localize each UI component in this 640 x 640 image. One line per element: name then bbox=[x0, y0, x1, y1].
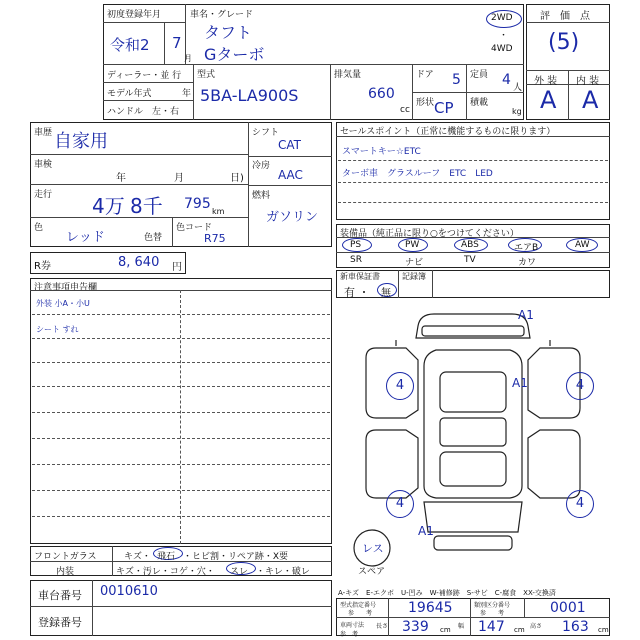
equip-leather: カワ bbox=[518, 258, 537, 268]
km-unit: km bbox=[212, 207, 225, 216]
inspect-label: 車検 bbox=[34, 160, 53, 170]
car-grade: Gターボ bbox=[204, 45, 265, 64]
month-unit: 月 bbox=[184, 54, 192, 63]
notes-title: 注意事項申告欄 bbox=[34, 283, 98, 293]
int-label: 内 装 bbox=[576, 76, 600, 87]
capacity-unit: 人 bbox=[513, 83, 523, 93]
note-line-2: シート すれ bbox=[36, 325, 79, 334]
width-label: 幅 bbox=[458, 623, 465, 630]
equip-abs: ABS bbox=[461, 240, 479, 250]
reg-era: 令和2 bbox=[110, 36, 150, 54]
fuel-label: 燃料 bbox=[252, 191, 271, 201]
mileage-man: 4万 bbox=[92, 194, 125, 218]
fuel: ガソリン bbox=[266, 210, 319, 225]
dimension-ref-label: 車両寸法 参 考 bbox=[340, 622, 365, 638]
equip-aw: AW bbox=[575, 240, 590, 250]
mileage-sen: 8千 bbox=[130, 194, 163, 218]
width-value: 147 bbox=[478, 619, 505, 635]
width-cm: cm bbox=[514, 626, 525, 634]
mileage-rest: 795 bbox=[184, 196, 211, 212]
shape: CP bbox=[434, 99, 454, 117]
capacity-label: 定員 bbox=[470, 70, 489, 80]
model-year-label: モデル年式 bbox=[107, 89, 152, 99]
drive-dot: ・ bbox=[499, 31, 509, 41]
equip-airbag: エアB bbox=[514, 243, 539, 253]
height-label: 高さ bbox=[530, 623, 543, 630]
warranty-label: 新車保証書 bbox=[340, 272, 380, 281]
note-line-1: 外装 小A・小U bbox=[36, 299, 90, 308]
category-sub: 参 考 bbox=[480, 610, 505, 617]
use-type-label: 車歴 bbox=[34, 128, 53, 138]
ext-label: 外 装 bbox=[534, 76, 558, 87]
model-code: 5BA-LA900S bbox=[200, 86, 299, 105]
designation-sub: 参 考 bbox=[348, 610, 373, 617]
ac-label: 冷房 bbox=[252, 161, 271, 171]
equipment-title: 装備品（純正品に限り○をつけてください） bbox=[340, 229, 519, 239]
tire-front-left: 4 bbox=[386, 372, 414, 400]
score-label: 評 価 点 bbox=[540, 11, 590, 22]
damage-legend: A-キズ E-エクボ U-凹み W-補修跡 S-サビ C-腐食 XX-交換済 bbox=[338, 589, 556, 597]
recycle-label: R券 bbox=[34, 261, 51, 272]
model-label: 型式 bbox=[197, 70, 216, 80]
recolor-label: 色替 bbox=[144, 233, 163, 243]
car-name-label: 車名・グレード bbox=[190, 10, 254, 20]
tire-rear-left: 4 bbox=[386, 490, 414, 518]
cc-unit: cc bbox=[400, 105, 410, 115]
load-label: 積載 bbox=[470, 98, 489, 108]
damage-mark-rear: A1 bbox=[418, 524, 434, 538]
sales-line-2: ターボ車 グラスルーフ ETC LED bbox=[342, 169, 493, 179]
drive-2wd: 2WD bbox=[491, 13, 513, 23]
height-value: 163 bbox=[562, 619, 589, 635]
kg-unit: kg bbox=[512, 107, 522, 116]
interior-text-post: ・キレ・破レ bbox=[256, 567, 310, 577]
recycle-box bbox=[30, 252, 186, 274]
mileage-label: 走行 bbox=[34, 190, 53, 200]
color-label: 色 bbox=[34, 223, 44, 233]
warranty-none: 無 bbox=[381, 288, 391, 299]
chassis-number: 0010610 bbox=[100, 584, 158, 599]
dealer-label: ディーラー・並 行 bbox=[107, 71, 182, 81]
designation-number: 19645 bbox=[408, 600, 453, 616]
warranty-value: 有 ・ bbox=[344, 286, 370, 299]
score-value: (5) bbox=[548, 30, 580, 55]
color-code-label: 色コード bbox=[176, 223, 213, 233]
spare-label: スペア bbox=[358, 567, 386, 577]
record-book-label: 記録簿 bbox=[402, 272, 426, 281]
inspect-year: 年 bbox=[116, 173, 126, 184]
equip-pw: PW bbox=[405, 240, 420, 250]
category-number: 0001 bbox=[550, 600, 586, 616]
reg-date-label: 初度登録年月 bbox=[107, 10, 162, 20]
chassis-label: 車台番号 bbox=[38, 589, 82, 602]
displacement-label: 排気量 bbox=[334, 70, 362, 80]
length-label: 長さ bbox=[376, 623, 389, 630]
car-name: タフト bbox=[204, 23, 253, 42]
glass-text-pre: キズ・ bbox=[124, 552, 151, 562]
ac: AAC bbox=[278, 168, 303, 182]
capacity: 4 bbox=[502, 72, 511, 88]
tire-rear-right: 4 bbox=[566, 490, 594, 518]
registration-label: 登録番号 bbox=[38, 616, 82, 629]
color: レッド bbox=[66, 230, 105, 245]
designation-label: 型式指定番号 bbox=[340, 602, 377, 609]
yen-unit: 円 bbox=[172, 262, 182, 273]
shift: CAT bbox=[278, 138, 301, 152]
door-label: ドア bbox=[416, 70, 434, 80]
shift-label: シフト bbox=[252, 128, 280, 138]
use-type: 自家用 bbox=[54, 131, 108, 152]
equip-navi: ナビ bbox=[405, 258, 424, 268]
sales-line-1: スマートキー☆ETC bbox=[342, 147, 421, 157]
interior-label: 内装 bbox=[56, 567, 75, 577]
glass-label: フロントガラス bbox=[34, 552, 97, 562]
inspect-month: 月 bbox=[174, 173, 184, 184]
ext-grade: A bbox=[540, 86, 557, 114]
length-value: 339 bbox=[402, 619, 429, 635]
damage-mark-front: A1 bbox=[518, 308, 534, 322]
drive-4wd: 4WD bbox=[491, 44, 513, 54]
reg-month: 7 bbox=[172, 34, 182, 52]
glass-text-post: ・ヒビ割・リペア跡・X要 bbox=[183, 552, 288, 562]
interior-circled: スレ bbox=[230, 567, 249, 577]
equip-tv: TV bbox=[464, 255, 476, 265]
doors: 5 bbox=[452, 72, 461, 88]
car-damage-diagram bbox=[336, 300, 610, 580]
color-code: R75 bbox=[204, 232, 226, 245]
category-label: 類別区分番号 bbox=[474, 602, 511, 609]
displacement: 660 bbox=[368, 86, 395, 102]
notes-box bbox=[30, 278, 332, 544]
recycle-amount: 8, 640 bbox=[118, 255, 160, 270]
sales-title: セールスポイント（正常に機能するものに限ります） bbox=[340, 127, 556, 137]
height-cm: cm bbox=[598, 626, 609, 634]
tire-front-right: 4 bbox=[566, 372, 594, 400]
equip-sr: SR bbox=[350, 255, 362, 265]
shape-label: 形状 bbox=[416, 98, 435, 108]
interior-text-pre: キズ・汚レ・コゲ・穴・ bbox=[116, 567, 215, 577]
damage-mark-roof: A1 bbox=[512, 376, 528, 390]
int-grade: A bbox=[582, 86, 599, 114]
handle-label: ハンドル 左・右 bbox=[107, 107, 180, 117]
equip-ps: PS bbox=[350, 240, 362, 250]
year-suffix: 年 bbox=[182, 89, 192, 99]
length-cm: cm bbox=[440, 626, 451, 634]
glass-circled: 飛石 bbox=[157, 552, 176, 562]
inspect-day: 日) bbox=[230, 173, 244, 184]
spare-mark: レス bbox=[362, 542, 384, 555]
